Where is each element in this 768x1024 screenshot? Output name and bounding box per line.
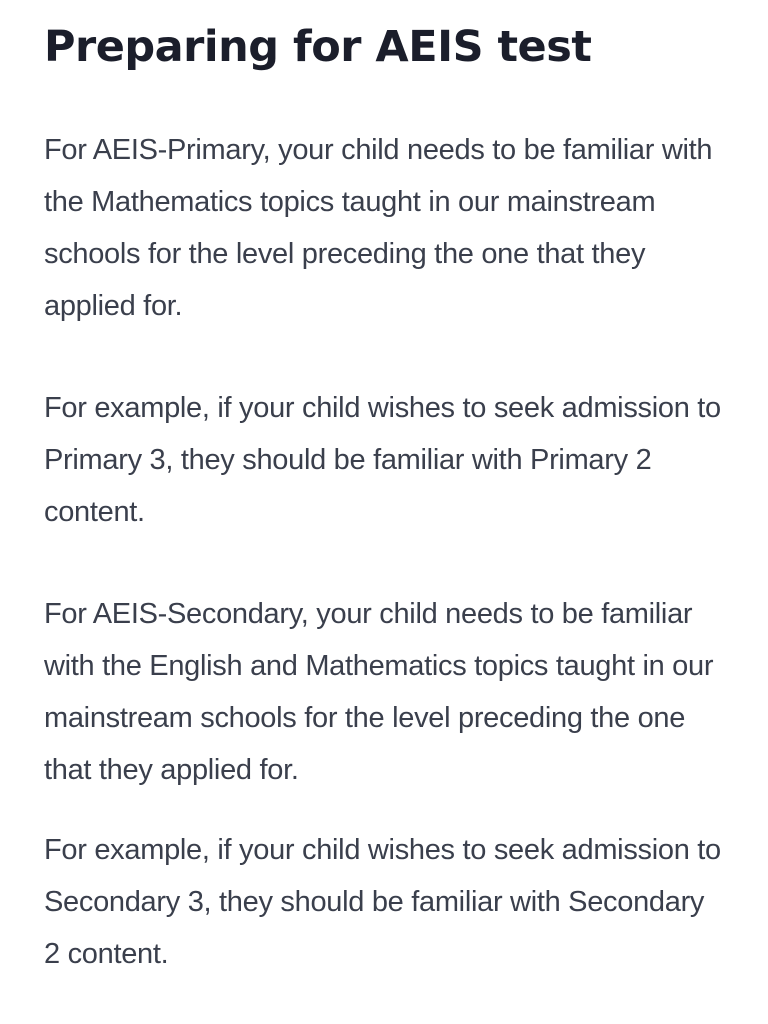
paragraph-aeis-primary: For AEIS-Primary, your child needs to be familiar with the Mathematics topics taught in our mainstream schools for the level preceding the one that they applied for. bbox=[44, 134, 713, 322]
paragraph-primary-example: For example, if your child wishes to seek admission to Primary 3, they should be familiar with Primary 2 content. bbox=[44, 392, 721, 528]
paragraph-aeis-secondary: For AEIS-Secondary, your child needs to be familiar with the English and Mathematics topics taught in our mainstream schools for the level preceding the one that they applied for. bbox=[44, 598, 714, 786]
paragraph-secondary-example: For example, if your child wishes to seek admission to Secondary 3, they should be familiar with Secondary 2 content. bbox=[44, 834, 721, 970]
page-title: Preparing for AEIS test bbox=[44, 22, 592, 72]
